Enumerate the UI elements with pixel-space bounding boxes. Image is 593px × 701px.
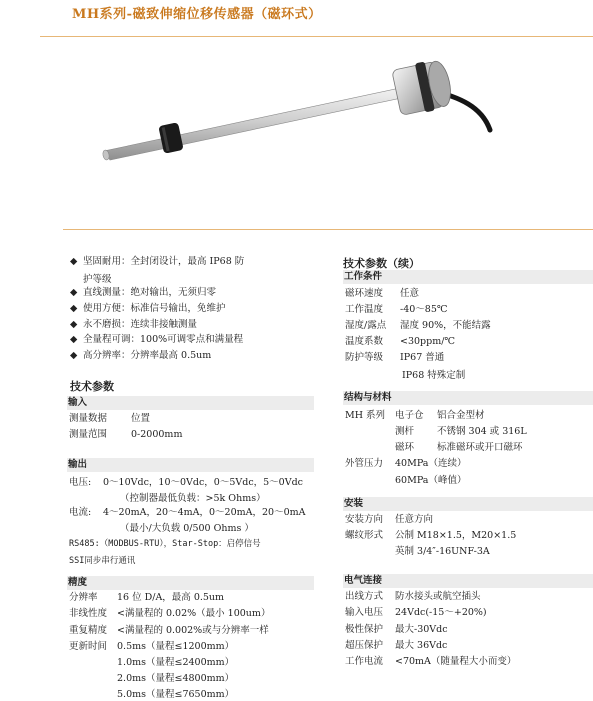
spec-value: 最大-30Vdc — [395, 624, 448, 635]
spec-label: 工作电流 — [345, 656, 384, 667]
spec-value: 公制 M18×1.5，M20×1.5 — [395, 530, 517, 541]
section-divider — [63, 229, 593, 230]
ip68-value: IP68 特殊定制 — [402, 370, 466, 381]
pressure-peak: 60MPa（峰值） — [395, 475, 467, 486]
input-band: 输入 — [67, 396, 314, 410]
spec-value: 标准磁环或开口磁环 — [437, 442, 523, 453]
spec-label: 测量范围 — [69, 429, 108, 440]
install-band: 安装 — [343, 497, 593, 511]
spec-value: <30ppm/℃ — [400, 336, 456, 347]
spec-label: 工作温度 — [345, 304, 384, 315]
rs485-row: RS485:（MODBUS-RTU），Star-Stop：启停信号 — [69, 539, 261, 549]
spec-label: 输入电压 — [345, 607, 384, 618]
diamond-bullet-icon: ◆ — [70, 350, 78, 361]
spec-value: 4～20mA，20～4mA，0～20mA，20～0mA — [103, 507, 306, 518]
diamond-bullet-icon: ◆ — [70, 319, 78, 330]
spec-label: 出线方式 — [345, 591, 384, 602]
spec-label: 重复精度 — [69, 625, 108, 636]
diamond-bullet-icon: ◆ — [70, 287, 78, 298]
feature-item-continuation: 护等级 — [83, 274, 112, 285]
ssi-row: SSI同步串行通讯 — [69, 556, 136, 566]
feature-item: ◆ 使用方便：标准信号输出，免维护 — [70, 303, 226, 314]
diamond-bullet-icon: ◆ — [70, 256, 78, 267]
spec-label: 湿度/露点 — [345, 320, 387, 331]
feature-item: ◆ 永不磨损：连续非接触测量 — [70, 319, 198, 330]
spec-value: 任意 — [400, 288, 420, 299]
feature-item: ◆ 直线测量：绝对输出，无须归零 — [70, 287, 217, 298]
spec-label: 更新时间 — [69, 641, 108, 652]
spec-label: 电压: — [69, 477, 92, 488]
output-band: 输出 — [67, 458, 314, 472]
spec-label: 测杆 — [395, 426, 415, 437]
spec-value: 24Vdc(-15～+20%) — [395, 607, 487, 618]
spec-label: 磁环 — [395, 442, 415, 453]
spec-value: 位置 — [131, 413, 151, 424]
left-section-heading: 技术参数 — [70, 380, 114, 393]
series-label: MH 系列 — [345, 410, 386, 421]
spec-value: 0～10Vdc，10～0Vdc，0～5Vdc，5～0Vdc — [103, 477, 303, 488]
diamond-bullet-icon: ◆ — [70, 303, 78, 314]
spec-value: IP67 普通 — [400, 352, 445, 363]
spec-label: 外管压力 — [345, 458, 384, 469]
spec-value: 40MPa（连续） — [395, 458, 467, 469]
spec-label: 防护等级 — [345, 352, 384, 363]
spec-value: 任意方向 — [395, 514, 434, 525]
spec-value: <70mA（随量程大小而变） — [395, 656, 517, 667]
spec-label: 分辨率 — [69, 592, 98, 603]
spec-label: 电流: — [69, 507, 92, 518]
current-note: （最小/大负载 0/500 Ohms ） — [120, 523, 254, 534]
spec-value: 不锈钢 304 或 316L — [437, 426, 527, 437]
sensor-product-image — [90, 52, 510, 222]
title-divider — [40, 36, 593, 37]
update-time-value: 5.0ms（量程≤7650mm） — [117, 689, 235, 700]
spec-label: 超压保护 — [345, 640, 384, 651]
electrical-band: 电气连接 — [343, 574, 593, 588]
spec-label: 非线性度 — [69, 608, 108, 619]
spec-label: 温度系数 — [345, 336, 384, 347]
right-section-heading: 技术参数（续） — [343, 257, 420, 270]
spec-value: <满量程的 0.002%或与分辨率一样 — [117, 625, 269, 636]
spec-label: 螺纹形式 — [345, 530, 384, 541]
spec-label: 磁环速度 — [345, 288, 384, 299]
precision-band: 精度 — [67, 576, 314, 590]
spec-label: 极性保护 — [345, 624, 384, 635]
feature-item: ◆ 高分辨率：分辨率最高 0.5um — [70, 350, 212, 361]
spec-value: 0-2000mm — [131, 429, 183, 440]
spec-value: 16 位 D/A，最高 0.5um — [117, 592, 225, 603]
update-time-value: 1.0ms（量程≤2400mm） — [117, 657, 235, 668]
spec-value: 湿度 90%，不能结露 — [400, 320, 491, 331]
spec-label: 测量数据 — [69, 413, 108, 424]
thread-imperial: 英制 3/4″-16UNF-3A — [395, 546, 490, 557]
voltage-note: （控制器最低负载：>5k Ohms） — [120, 493, 266, 504]
spec-value: -40～85℃ — [400, 304, 448, 315]
feature-item: ◆ 全量程可调：100%可调零点和满量程 — [70, 334, 244, 345]
page-title: MH系列-磁致伸缩位移传感器（磁环式） — [72, 7, 322, 22]
spec-value: 最大 36Vdc — [395, 640, 448, 651]
structure-band: 结构与材料 — [343, 391, 593, 405]
spec-value: 铝合金型材 — [437, 410, 485, 421]
spec-value: 0.5ms（量程≤1200mm） — [117, 641, 235, 652]
spec-label: 电子仓 — [395, 410, 424, 421]
spec-value: <满量程的 0.02%（最小 100um） — [117, 608, 271, 619]
conditions-band: 工作条件 — [343, 270, 593, 284]
spec-label: 安装方向 — [345, 514, 384, 525]
feature-item: ◆ 坚固耐用：全封闭设计，最高 IP68 防 — [70, 256, 245, 267]
update-time-value: 2.0ms（量程≤4800mm） — [117, 673, 235, 684]
spec-value: 防水接头或航空插头 — [395, 591, 481, 602]
diamond-bullet-icon: ◆ — [70, 334, 78, 345]
